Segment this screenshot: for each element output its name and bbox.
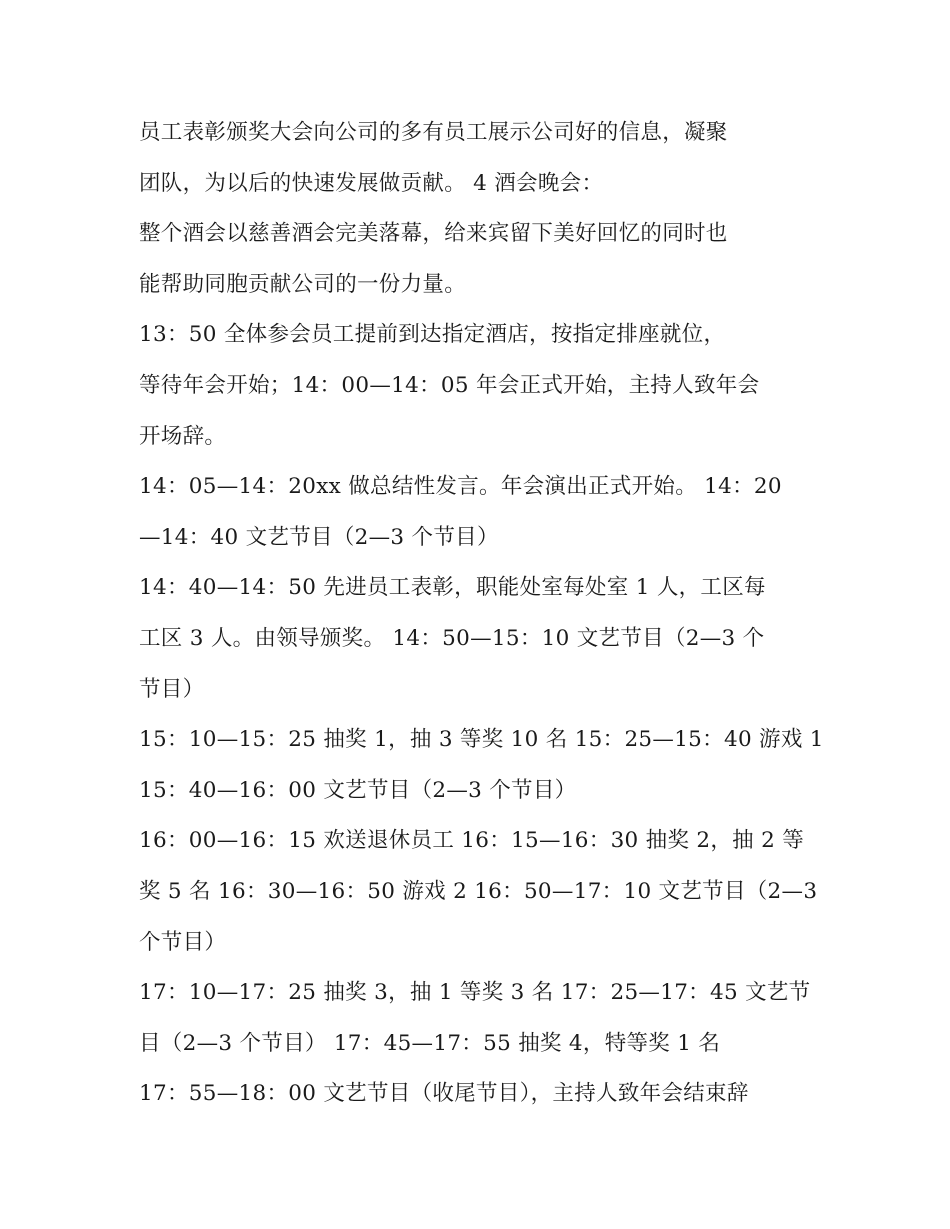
- text-line: 开场辞。: [139, 423, 227, 449]
- text-line: 能帮助同胞贡献公司的一份力量。: [139, 271, 467, 297]
- text-line: 13：50 全体参会员工提前到达指定酒店，按指定排座就位，: [139, 322, 726, 348]
- text-line: 14：05—14：20xx 做总结性发言。年会演出正式开始。 14：20: [139, 474, 782, 500]
- text-line: 15：40—16：00 文艺节目（2—3 个节目）: [139, 777, 577, 803]
- text-line: 15：10—15：25 抽奖 1，抽 3 等奖 10 名 15：25—15：40 游戏 1: [139, 727, 824, 753]
- text-line: —14：40 文艺节目（2—3 个节目）: [139, 524, 499, 550]
- text-line: 个节目）: [139, 929, 227, 955]
- text-line: 工区 3 人。由领导颁奖。 14：50—15：10 文艺节目（2—3 个: [139, 625, 765, 651]
- body-text: [139, 108, 829, 1120]
- text-line: 17：55—18：00 文艺节目（收尾节目），主持人致年会结束辞: [139, 1081, 749, 1107]
- text-line: 目（2—3 个节目） 17：45—17：55 抽奖 4，特等奖 1 名: [139, 1030, 721, 1056]
- text-line: 等待年会开始；14：00—14：05 年会正式开始，主持人致年会: [139, 372, 760, 398]
- text-line: 奖 5 名 16：30—16：50 游戏 2 16：50—17：10 文艺节目（2—3: [139, 878, 818, 904]
- text-line: 17：10—17：25 抽奖 3，抽 1 等奖 3 名 17：25—17：45 文艺节: [139, 980, 811, 1006]
- text-line: 14：40—14：50 先进员工表彰，职能处室每处室 1 人，工区每: [139, 575, 766, 601]
- text-line: 员工表彰颁奖大会向公司的多有员工展示公司好的信息，凝聚: [139, 120, 728, 145]
- text-line: 团队，为以后的快速发展做贡献。 4 酒会晚会：: [139, 170, 604, 196]
- text-line: 16：00—16：15 欢送退休员工 16：15—16：30 抽奖 2，抽 2 等: [139, 828, 805, 854]
- text-line: 节目）: [139, 676, 205, 702]
- text-line: 整个酒会以慈善酒会完美落幕，给来宾留下美好回忆的同时也: [139, 221, 728, 247]
